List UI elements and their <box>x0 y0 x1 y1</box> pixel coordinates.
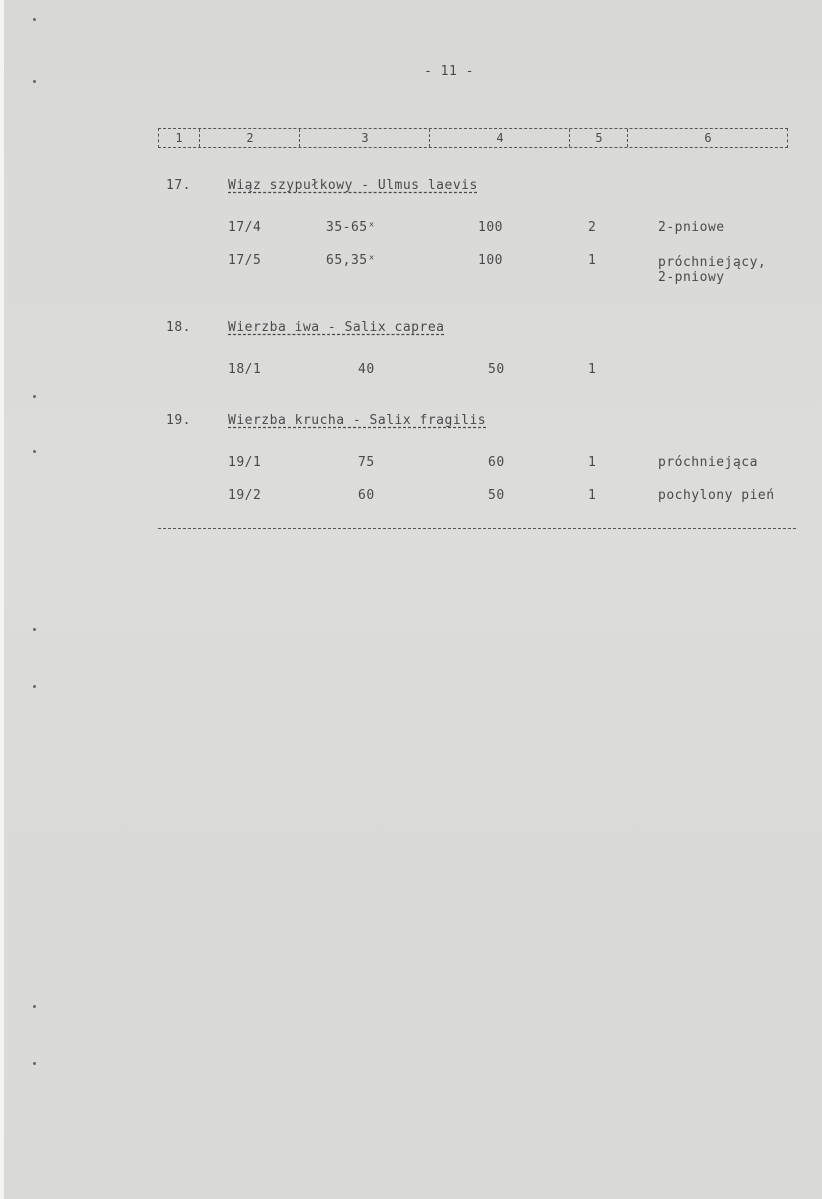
header-col-3: 3 <box>299 129 430 147</box>
table-cell-col5: 1 <box>588 455 597 470</box>
table-cell-col6: 2-pniowe <box>658 220 725 235</box>
table-header <box>158 128 788 148</box>
table-cell-col4: 100 <box>478 220 503 235</box>
page-number: - 11 - <box>424 64 474 79</box>
table-cell-id: 17/4 <box>228 220 262 235</box>
table-cell-col3: 65,35ˣ <box>326 253 376 268</box>
table-cell-id: 18/1 <box>228 362 262 377</box>
table-cell-col3: 40 <box>358 362 375 377</box>
table-cell-col4: 50 <box>488 362 505 377</box>
punch-mark <box>33 1005 36 1008</box>
punch-mark <box>33 628 36 631</box>
section-number: 18. <box>166 320 191 335</box>
table-cell-id: 19/1 <box>228 455 262 470</box>
header-col-1: 1 <box>175 131 183 145</box>
header-col-5: 5 <box>569 129 628 147</box>
punch-mark <box>33 80 36 83</box>
table-cell-col3: 60 <box>358 488 375 503</box>
punch-mark <box>33 395 36 398</box>
header-col-4: 4 <box>429 129 570 147</box>
header-col-2: 2 <box>199 129 300 147</box>
punch-mark <box>33 450 36 453</box>
table-cell-col5: 1 <box>588 488 597 503</box>
table-cell-col6: 2-pniowy <box>658 270 725 285</box>
table-cell-id: 19/2 <box>228 488 262 503</box>
table-cell-col6: próchniejący, <box>658 255 767 270</box>
section-title: Wierzba iwa - Salix caprea <box>228 320 445 335</box>
section-title: Wierzba krucha - Salix fragilis <box>228 413 487 428</box>
table-cell-col4: 50 <box>488 488 505 503</box>
table-cell-col3: 35-65ˣ <box>326 220 376 235</box>
table-cell-col5: 1 <box>588 362 597 377</box>
page-edge <box>0 0 4 1199</box>
section-number: 17. <box>166 178 191 193</box>
table-cell-col5: 1 <box>588 253 597 268</box>
table-cell-col3: 75 <box>358 455 375 470</box>
table-bottom-rule <box>158 528 796 529</box>
punch-mark <box>33 1062 36 1065</box>
section-number: 19. <box>166 413 191 428</box>
punch-mark <box>33 18 36 21</box>
table-cell-col4: 100 <box>478 253 503 268</box>
punch-mark <box>33 685 36 688</box>
table-cell-col6: pochylony pień <box>658 488 775 503</box>
section-title: Wiąz szypułkowy - Ulmus laevis <box>228 178 478 193</box>
table-cell-col6: próchniejąca <box>658 455 758 470</box>
table-cell-col4: 60 <box>488 455 505 470</box>
header-col-6: 6 <box>627 129 788 147</box>
table-cell-id: 17/5 <box>228 253 262 268</box>
table-cell-col5: 2 <box>588 220 597 235</box>
